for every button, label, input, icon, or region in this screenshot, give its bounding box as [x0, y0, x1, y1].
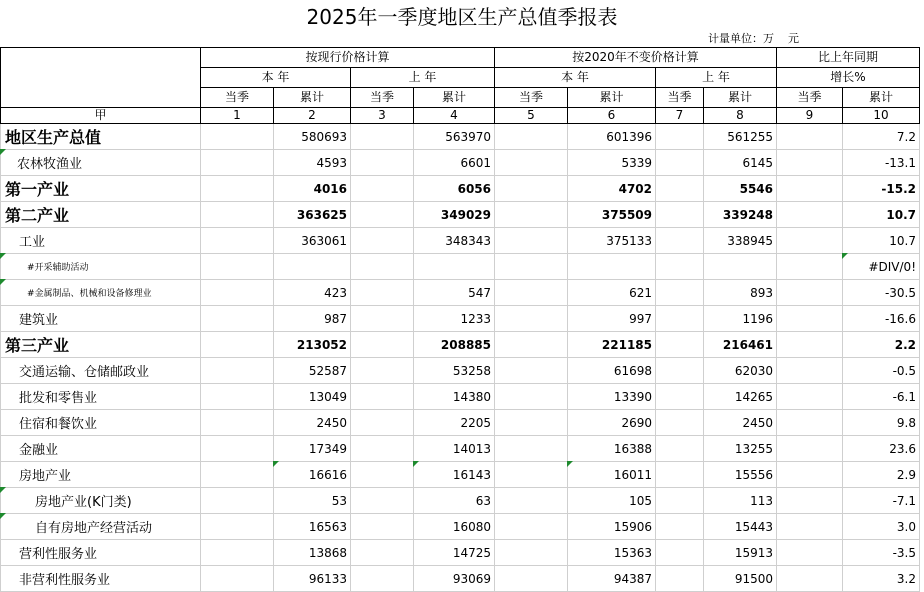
row-label: 金融业 [1, 436, 201, 462]
cell-col-1 [201, 202, 274, 228]
cell-col-10: -0.5 [843, 358, 920, 384]
table-body [1, 124, 920, 592]
cell-col-2: 423 [274, 280, 351, 306]
cell-col-7 [656, 124, 704, 150]
col-label: 2 [274, 108, 351, 124]
cell-col-6: 221185 [568, 332, 656, 358]
cell-col-2: 363625 [274, 202, 351, 228]
header-cumulative: 累计 [568, 88, 656, 108]
col-label: 5 [495, 108, 568, 124]
cell-col-9 [777, 332, 843, 358]
cell-col-10: -6.1 [843, 384, 920, 410]
cell-col-3 [351, 280, 414, 306]
cell-col-9 [777, 462, 843, 488]
cell-col-8 [704, 254, 777, 280]
header-quarter: 当季 [351, 88, 414, 108]
cell-col-3 [351, 540, 414, 566]
cell-col-8: 62030 [704, 358, 777, 384]
cell-col-10: 2.9 [843, 462, 920, 488]
cell-col-9 [777, 566, 843, 592]
cell-col-5 [495, 514, 568, 540]
cell-col-10: 3.0 [843, 514, 920, 540]
cell-col-9 [777, 228, 843, 254]
cell-col-8: 339248 [704, 202, 777, 228]
cell-col-2: 580693 [274, 124, 351, 150]
col-label: 7 [656, 108, 704, 124]
cell-col-4: 14380 [414, 384, 495, 410]
cell-col-2: 2450 [274, 410, 351, 436]
cell-col-10: -7.1 [843, 488, 920, 514]
cell-col-3 [351, 228, 414, 254]
cell-col-2: 987 [274, 306, 351, 332]
cell-col-9 [777, 280, 843, 306]
cell-col-8: 14265 [704, 384, 777, 410]
cell-marker-icon [0, 253, 6, 259]
cell-col-3 [351, 150, 414, 176]
cell-marker-icon [0, 513, 6, 519]
header-cumulative: 累计 [414, 88, 495, 108]
cell-col-7 [656, 332, 704, 358]
cell-col-8: 338945 [704, 228, 777, 254]
cell-col-4: 14013 [414, 436, 495, 462]
table-row [1, 332, 920, 358]
cell-col-3 [351, 566, 414, 592]
cell-col-10: -3.5 [843, 540, 920, 566]
cell-col-8: 561255 [704, 124, 777, 150]
col-label: 6 [568, 108, 656, 124]
row-label: 自有房地产经营活动 [1, 514, 201, 540]
cell-col-3 [351, 176, 414, 202]
col-label: 甲 [1, 108, 201, 124]
cell-col-9 [777, 436, 843, 462]
cell-marker-icon [0, 279, 6, 285]
header-last-year-1: 上 年 [351, 68, 495, 88]
cell-col-10: -15.2 [843, 176, 920, 202]
cell-col-3 [351, 202, 414, 228]
table-row [1, 384, 920, 410]
cell-col-8: 893 [704, 280, 777, 306]
cell-col-7 [656, 306, 704, 332]
cell-col-8: 91500 [704, 566, 777, 592]
report-table [0, 47, 920, 592]
cell-col-9 [777, 384, 843, 410]
cell-col-7 [656, 436, 704, 462]
cell-col-10: 9.8 [843, 410, 920, 436]
cell-col-8: 5546 [704, 176, 777, 202]
cell-marker-icon [0, 487, 6, 493]
cell-col-5 [495, 176, 568, 202]
col-label: 8 [704, 108, 777, 124]
header-cumulative: 累计 [843, 88, 920, 108]
cell-col-8: 216461 [704, 332, 777, 358]
row-label: 交通运输、仓储邮政业 [1, 358, 201, 384]
header-blank [1, 48, 201, 108]
table-row [1, 124, 920, 150]
table-row [1, 566, 920, 592]
cell-col-1 [201, 306, 274, 332]
cell-col-2: 17349 [274, 436, 351, 462]
cell-col-7 [656, 280, 704, 306]
cell-col-10: 7.2 [843, 124, 920, 150]
cell-marker-icon [273, 461, 279, 467]
cell-col-1 [201, 332, 274, 358]
cell-col-6: 16388 [568, 436, 656, 462]
cell-col-1 [201, 410, 274, 436]
cell-col-8: 15443 [704, 514, 777, 540]
cell-col-7 [656, 254, 704, 280]
cell-col-6: 375133 [568, 228, 656, 254]
header-last-year-2: 上 年 [656, 68, 777, 88]
cell-col-10: -16.6 [843, 306, 920, 332]
cell-col-3 [351, 306, 414, 332]
cell-col-6: 621 [568, 280, 656, 306]
col-label: 10 [843, 108, 920, 124]
cell-marker-icon [0, 149, 6, 155]
cell-col-2: 96133 [274, 566, 351, 592]
cell-col-10: -30.5 [843, 280, 920, 306]
table-row [1, 306, 920, 332]
cell-col-3 [351, 124, 414, 150]
cell-col-2 [274, 254, 351, 280]
header-growth-percent: 增长% [777, 68, 920, 88]
cell-col-7 [656, 358, 704, 384]
header-cumulative: 累计 [274, 88, 351, 108]
cell-col-1 [201, 566, 274, 592]
report-title: 2025年一季度地区生产总值季报表 [306, 5, 618, 29]
cell-col-3 [351, 332, 414, 358]
header-quarter: 当季 [201, 88, 274, 108]
cell-col-2: 16616 [274, 462, 351, 488]
row-label: 建筑业 [1, 306, 201, 332]
cell-col-5 [495, 540, 568, 566]
cell-col-4: 349029 [414, 202, 495, 228]
cell-col-9 [777, 358, 843, 384]
cell-col-10: 10.7 [843, 228, 920, 254]
header-this-year-1: 本 年 [201, 68, 351, 88]
cell-col-8: 113 [704, 488, 777, 514]
unit-label: 计量单位：万 元 [708, 32, 799, 45]
cell-col-8: 13255 [704, 436, 777, 462]
cell-marker-icon [842, 253, 848, 259]
cell-col-2: 52587 [274, 358, 351, 384]
cell-col-2: 4593 [274, 150, 351, 176]
header-constant-price: 按2020年不变价格计算 [495, 48, 777, 68]
cell-col-4: 1233 [414, 306, 495, 332]
table-row [1, 358, 920, 384]
table-row [1, 436, 920, 462]
cell-col-7 [656, 150, 704, 176]
cell-col-8: 2450 [704, 410, 777, 436]
cell-col-4: 208885 [414, 332, 495, 358]
cell-col-4: 348343 [414, 228, 495, 254]
cell-col-5 [495, 254, 568, 280]
table-row [1, 150, 920, 176]
cell-col-5 [495, 124, 568, 150]
cell-col-2: 363061 [274, 228, 351, 254]
cell-col-1 [201, 124, 274, 150]
row-label: 农林牧渔业 [1, 150, 201, 176]
cell-col-9 [777, 150, 843, 176]
cell-col-2: 213052 [274, 332, 351, 358]
cell-col-5 [495, 410, 568, 436]
cell-col-6: 997 [568, 306, 656, 332]
cell-col-5 [495, 358, 568, 384]
cell-col-5 [495, 488, 568, 514]
cell-col-7 [656, 410, 704, 436]
row-label: 批发和零售业 [1, 384, 201, 410]
cell-col-10: 23.6 [843, 436, 920, 462]
cell-col-4: 93069 [414, 566, 495, 592]
cell-col-4: 6056 [414, 176, 495, 202]
cell-col-6: 13390 [568, 384, 656, 410]
col-label: 1 [201, 108, 274, 124]
cell-col-5 [495, 384, 568, 410]
table-row [1, 254, 920, 280]
cell-col-10: 3.2 [843, 566, 920, 592]
cell-col-3 [351, 436, 414, 462]
row-label: 非营利性服务业 [1, 566, 201, 592]
cell-col-3 [351, 254, 414, 280]
row-label: 第二产业 [1, 202, 201, 228]
cell-col-4: 2205 [414, 410, 495, 436]
cell-col-5 [495, 566, 568, 592]
cell-col-4: 16080 [414, 514, 495, 540]
table-row [1, 462, 920, 488]
cell-col-1 [201, 176, 274, 202]
cell-col-10: -13.1 [843, 150, 920, 176]
cell-col-8: 6145 [704, 150, 777, 176]
cell-col-4: 547 [414, 280, 495, 306]
cell-col-6: 2690 [568, 410, 656, 436]
col-label: 4 [414, 108, 495, 124]
cell-col-6: 61698 [568, 358, 656, 384]
cell-col-7 [656, 540, 704, 566]
cell-col-8: 15556 [704, 462, 777, 488]
row-label: #开采辅助活动 [1, 254, 201, 280]
cell-col-7 [656, 228, 704, 254]
cell-col-9 [777, 410, 843, 436]
header-current-price: 按现行价格计算 [201, 48, 495, 68]
cell-col-8: 15913 [704, 540, 777, 566]
cell-col-9 [777, 306, 843, 332]
cell-col-5 [495, 332, 568, 358]
cell-col-6: 15906 [568, 514, 656, 540]
cell-col-6: 16011 [568, 462, 656, 488]
cell-col-9 [777, 254, 843, 280]
cell-col-1 [201, 540, 274, 566]
table-row [1, 202, 920, 228]
cell-col-6: 601396 [568, 124, 656, 150]
row-label: 工业 [1, 228, 201, 254]
cell-col-3 [351, 410, 414, 436]
cell-col-9 [777, 176, 843, 202]
row-label: 房地产业(K门类) [1, 488, 201, 514]
cell-col-10: 2.2 [843, 332, 920, 358]
cell-col-6: 15363 [568, 540, 656, 566]
cell-col-7 [656, 176, 704, 202]
cell-col-9 [777, 514, 843, 540]
cell-col-5 [495, 150, 568, 176]
cell-col-9 [777, 124, 843, 150]
cell-col-2: 13049 [274, 384, 351, 410]
row-label: 住宿和餐饮业 [1, 410, 201, 436]
cell-col-1 [201, 436, 274, 462]
cell-col-5 [495, 228, 568, 254]
cell-col-10: 10.7 [843, 202, 920, 228]
cell-col-6: 375509 [568, 202, 656, 228]
cell-col-5 [495, 202, 568, 228]
cell-col-5 [495, 280, 568, 306]
cell-col-7 [656, 202, 704, 228]
table-row [1, 488, 920, 514]
cell-col-6: 4702 [568, 176, 656, 202]
row-label: 营利性服务业 [1, 540, 201, 566]
cell-col-4: 16143 [414, 462, 495, 488]
header-quarter: 当季 [495, 88, 568, 108]
cell-col-8: 1196 [704, 306, 777, 332]
cell-col-2: 13868 [274, 540, 351, 566]
cell-col-10: #DIV/0! [843, 254, 920, 280]
table-row [1, 540, 920, 566]
cell-col-2: 16563 [274, 514, 351, 540]
cell-col-7 [656, 514, 704, 540]
cell-col-1 [201, 358, 274, 384]
cell-col-3 [351, 514, 414, 540]
header-quarter: 当季 [777, 88, 843, 108]
cell-col-1 [201, 280, 274, 306]
table-row [1, 228, 920, 254]
table-row [1, 176, 920, 202]
cell-col-6: 94387 [568, 566, 656, 592]
row-label: 第一产业 [1, 176, 201, 202]
cell-col-3 [351, 462, 414, 488]
cell-col-7 [656, 488, 704, 514]
cell-col-1 [201, 228, 274, 254]
cell-col-4: 6601 [414, 150, 495, 176]
cell-col-5 [495, 306, 568, 332]
row-label: #金属制品、机械和设备修理业 [1, 280, 201, 306]
cell-col-3 [351, 358, 414, 384]
cell-col-7 [656, 462, 704, 488]
cell-col-6: 105 [568, 488, 656, 514]
table-row [1, 280, 920, 306]
row-label: 房地产业 [1, 462, 201, 488]
cell-col-9 [777, 202, 843, 228]
cell-col-1 [201, 254, 274, 280]
row-label: 第三产业 [1, 332, 201, 358]
cell-col-9 [777, 488, 843, 514]
cell-col-2: 53 [274, 488, 351, 514]
col-label: 3 [351, 108, 414, 124]
cell-col-9 [777, 540, 843, 566]
col-label: 9 [777, 108, 843, 124]
cell-col-1 [201, 384, 274, 410]
cell-col-3 [351, 488, 414, 514]
header-this-year-2: 本 年 [495, 68, 656, 88]
header-cumulative: 累计 [704, 88, 777, 108]
cell-col-5 [495, 436, 568, 462]
cell-col-4: 63 [414, 488, 495, 514]
cell-col-2: 4016 [274, 176, 351, 202]
cell-marker-icon [413, 461, 419, 467]
cell-col-6 [568, 254, 656, 280]
table-row [1, 410, 920, 436]
cell-col-5 [495, 462, 568, 488]
cell-col-4: 563970 [414, 124, 495, 150]
cell-col-4: 14725 [414, 540, 495, 566]
table-row [1, 514, 920, 540]
cell-col-4: 53258 [414, 358, 495, 384]
header-growth: 比上年同期 [777, 48, 920, 68]
header-quarter: 当季 [656, 88, 704, 108]
cell-col-6: 5339 [568, 150, 656, 176]
cell-col-7 [656, 384, 704, 410]
cell-col-1 [201, 488, 274, 514]
cell-col-1 [201, 514, 274, 540]
cell-col-7 [656, 566, 704, 592]
cell-col-1 [201, 462, 274, 488]
cell-col-1 [201, 150, 274, 176]
cell-col-4 [414, 254, 495, 280]
cell-marker-icon [567, 461, 573, 467]
cell-col-3 [351, 384, 414, 410]
row-label: 地区生产总值 [1, 124, 201, 150]
